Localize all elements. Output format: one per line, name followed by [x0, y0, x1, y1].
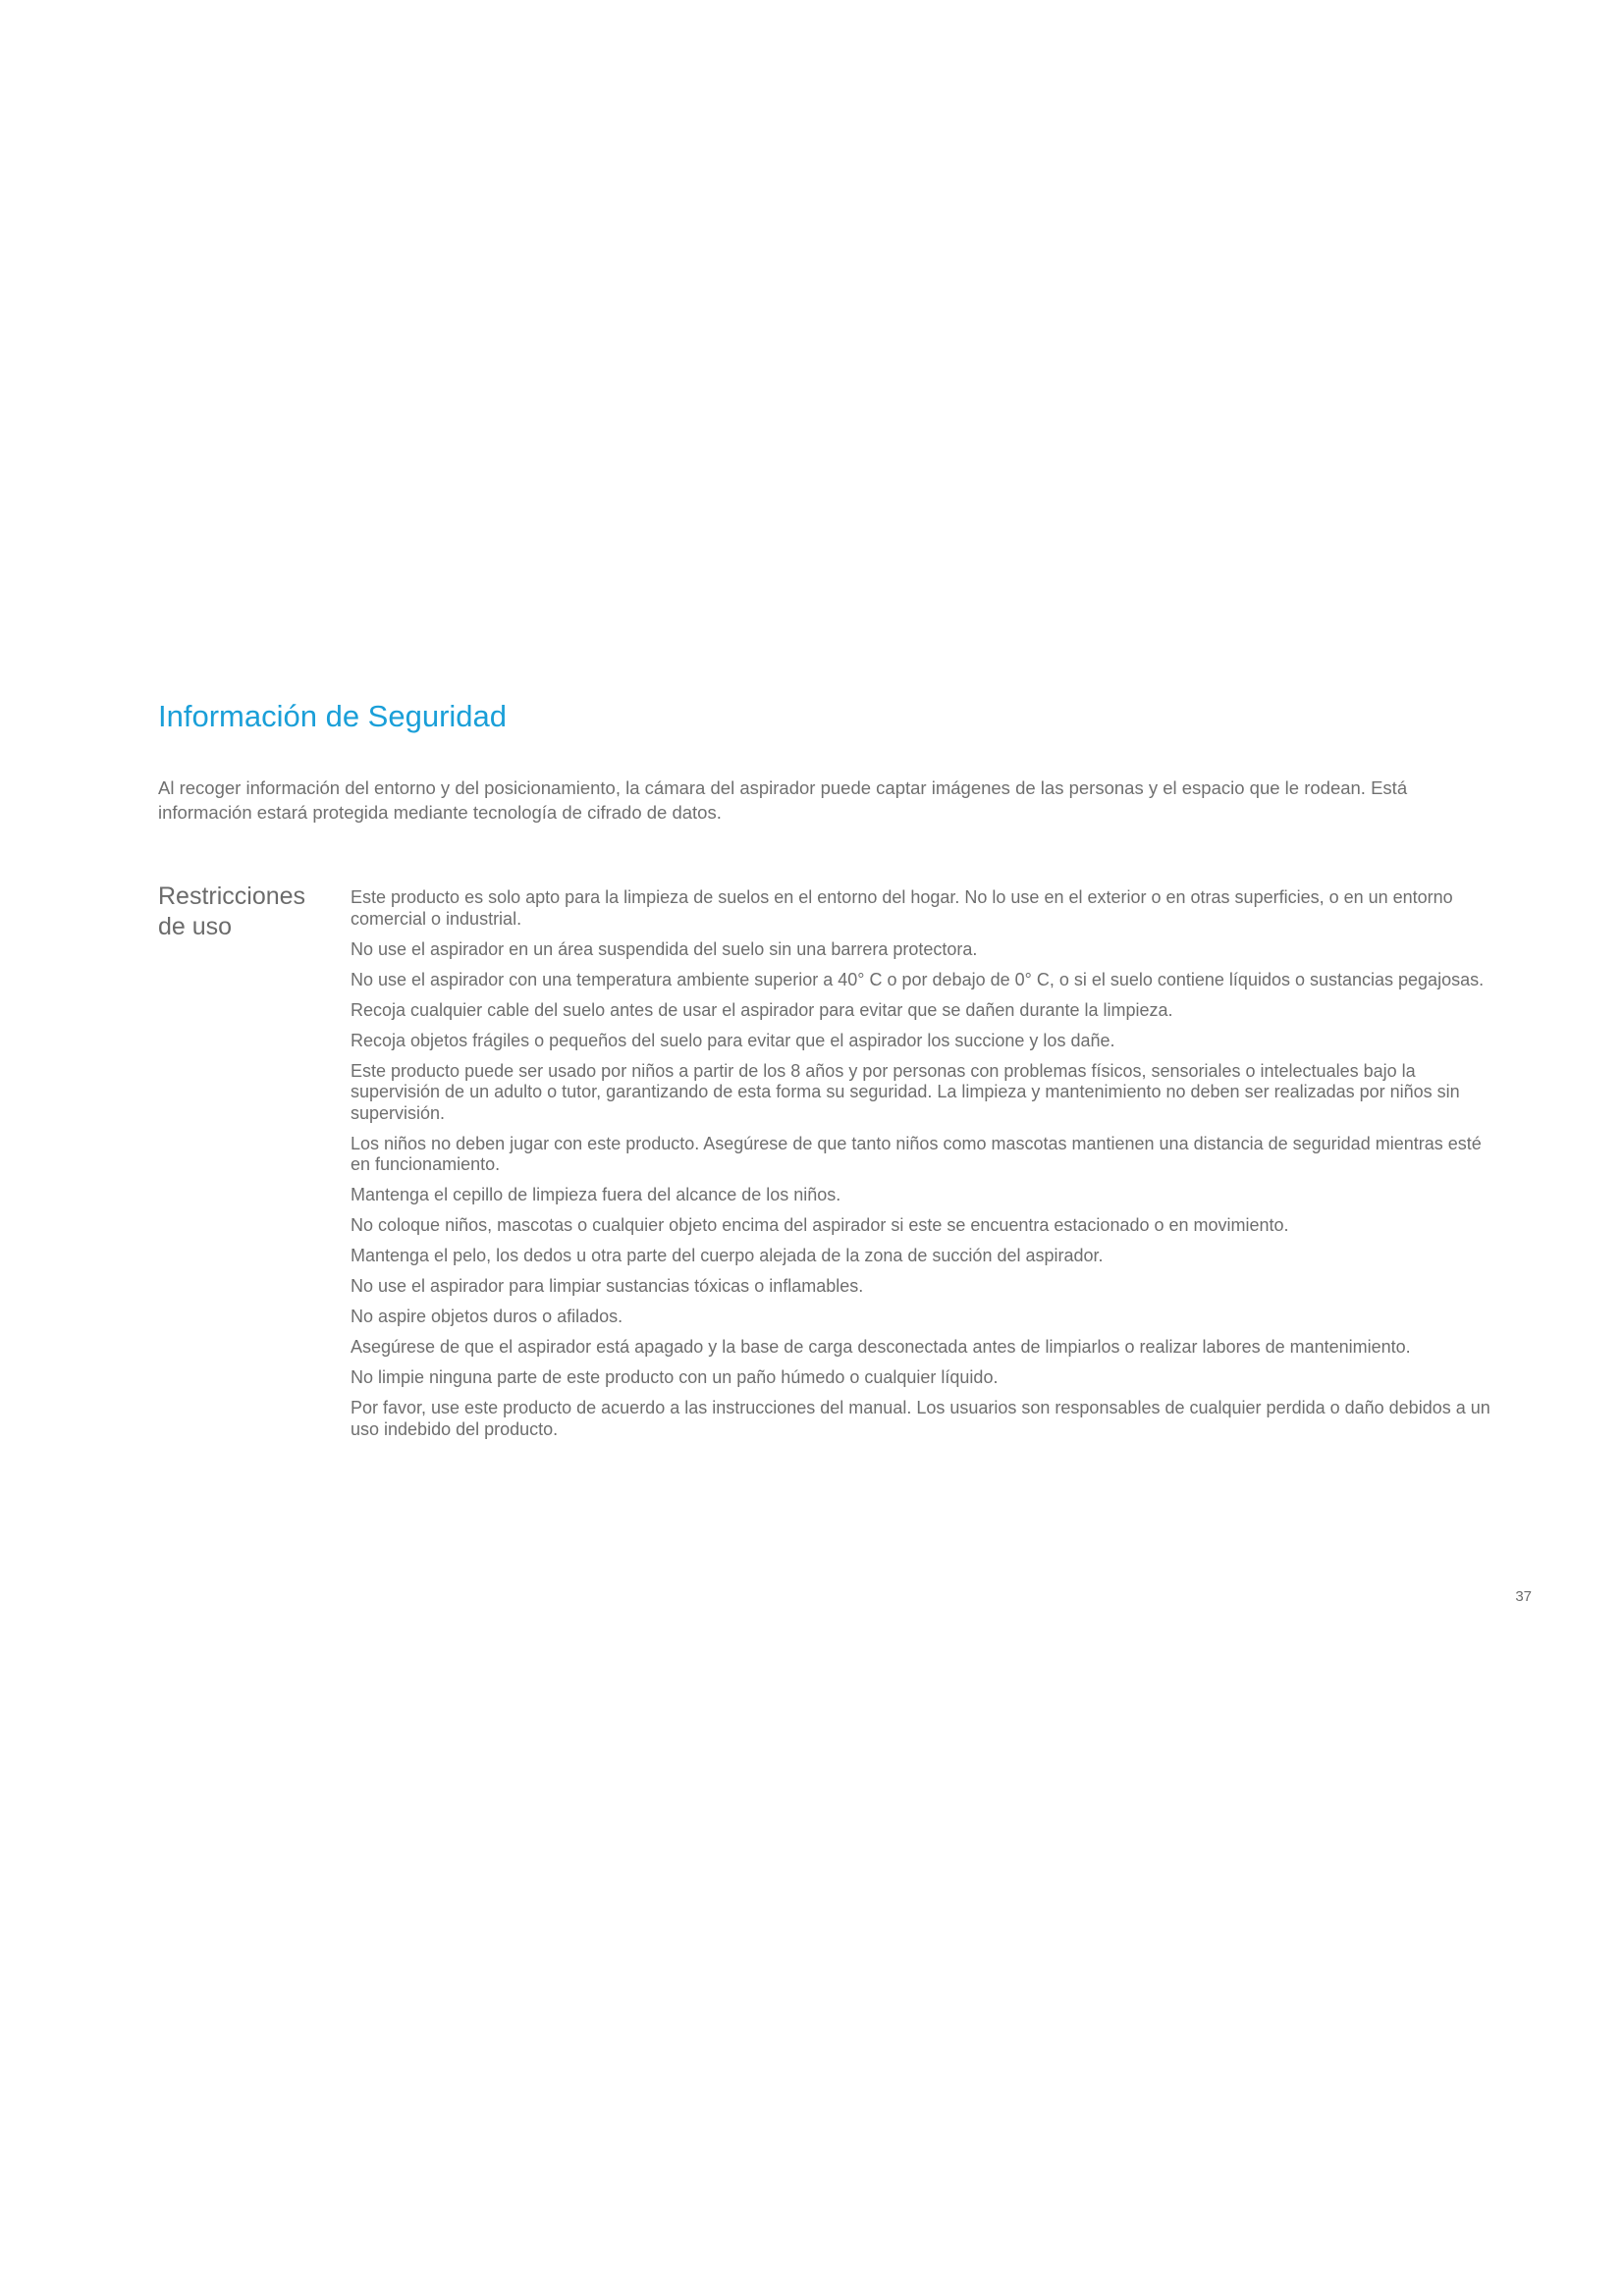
restrictions-list — [351, 887, 1494, 1450]
page-title: Información de Seguridad — [158, 699, 508, 733]
restriction-item: Los niños no deben jugar con este producto. Asegúrese de que tanto niños como mascotas mantienen una distancia de seguridad mientras esté en funcionamiento. — [351, 1133, 1482, 1174]
restriction-item: No use el aspirador con una temperatura ambiente superior a 40° C o por debajo de 0° C, o si el suelo contiene líquidos o sustancias pegajosas. — [351, 969, 1485, 989]
restriction-item: Este producto es solo apto para la limpieza de suelos en el entorno del hogar. No lo use en el exterior o en otras superficies, o en un entorno comercial o industrial. — [351, 887, 1453, 929]
section-title — [158, 881, 335, 942]
restriction-item: No coloque niños, mascotas o cualquier objeto encima del aspirador si este se encuentra estacionado o en movimiento. — [351, 1215, 1289, 1235]
restriction-item: Asegúrese de que el aspirador está apagado y la base de carga desconectada antes de limpiarlos o realizar labores de mantenimiento. — [351, 1337, 1411, 1357]
restriction-item: Este producto puede ser usado por niños a partir de los 8 años y por personas con problemas físicos, sensoriales o intelectuales bajo la supervisión de un adulto o tutor, garantizando de esta forma su seguridad. La limpieza y mantenimiento no deben ser realizadas por niños sin supervisión. — [351, 1060, 1460, 1123]
section-title-line-2: de uso — [158, 913, 233, 940]
restriction-item: No use el aspirador para limpiar sustancias tóxicas o inflamables. — [351, 1276, 864, 1296]
restriction-item: No use el aspirador en un área suspendida del suelo sin una barrera protectora. — [351, 938, 978, 959]
page-number: 37 — [1515, 1588, 1532, 1605]
restriction-item: Mantenga el cepillo de limpieza fuera del alcance de los niños. — [351, 1185, 841, 1204]
restriction-item: No aspire objetos duros o afilados. — [351, 1307, 623, 1326]
restriction-item: No limpie ninguna parte de este producto con un paño húmedo o cualquier líquido. — [351, 1367, 999, 1387]
restriction-item: Recoja objetos frágiles o pequeños del suelo para evitar que el aspirador los succione y los dañe. — [351, 1030, 1115, 1050]
intro-paragraph: Al recoger información del entorno y del posicionamiento, la cámara del aspirador puede captar imágenes de las personas y el espacio que le rodean. Está información estará protegida mediante tecnología de cifrado de datos. — [158, 777, 1408, 823]
section-title-line-1: Restricciones — [158, 882, 306, 910]
restriction-item: Recoja cualquier cable del suelo antes de usar el aspirador para evitar que se dañen durante la limpieza. — [351, 999, 1173, 1020]
restriction-item: Por favor, use este producto de acuerdo a las instrucciones del manual. Los usuarios son responsables de cualquier perdida o daño debidos a un uso indebido del producto. — [351, 1398, 1490, 1439]
restriction-item: Mantenga el pelo, los dedos u otra parte del cuerpo alejada de la zona de succión del aspirador. — [351, 1246, 1104, 1265]
